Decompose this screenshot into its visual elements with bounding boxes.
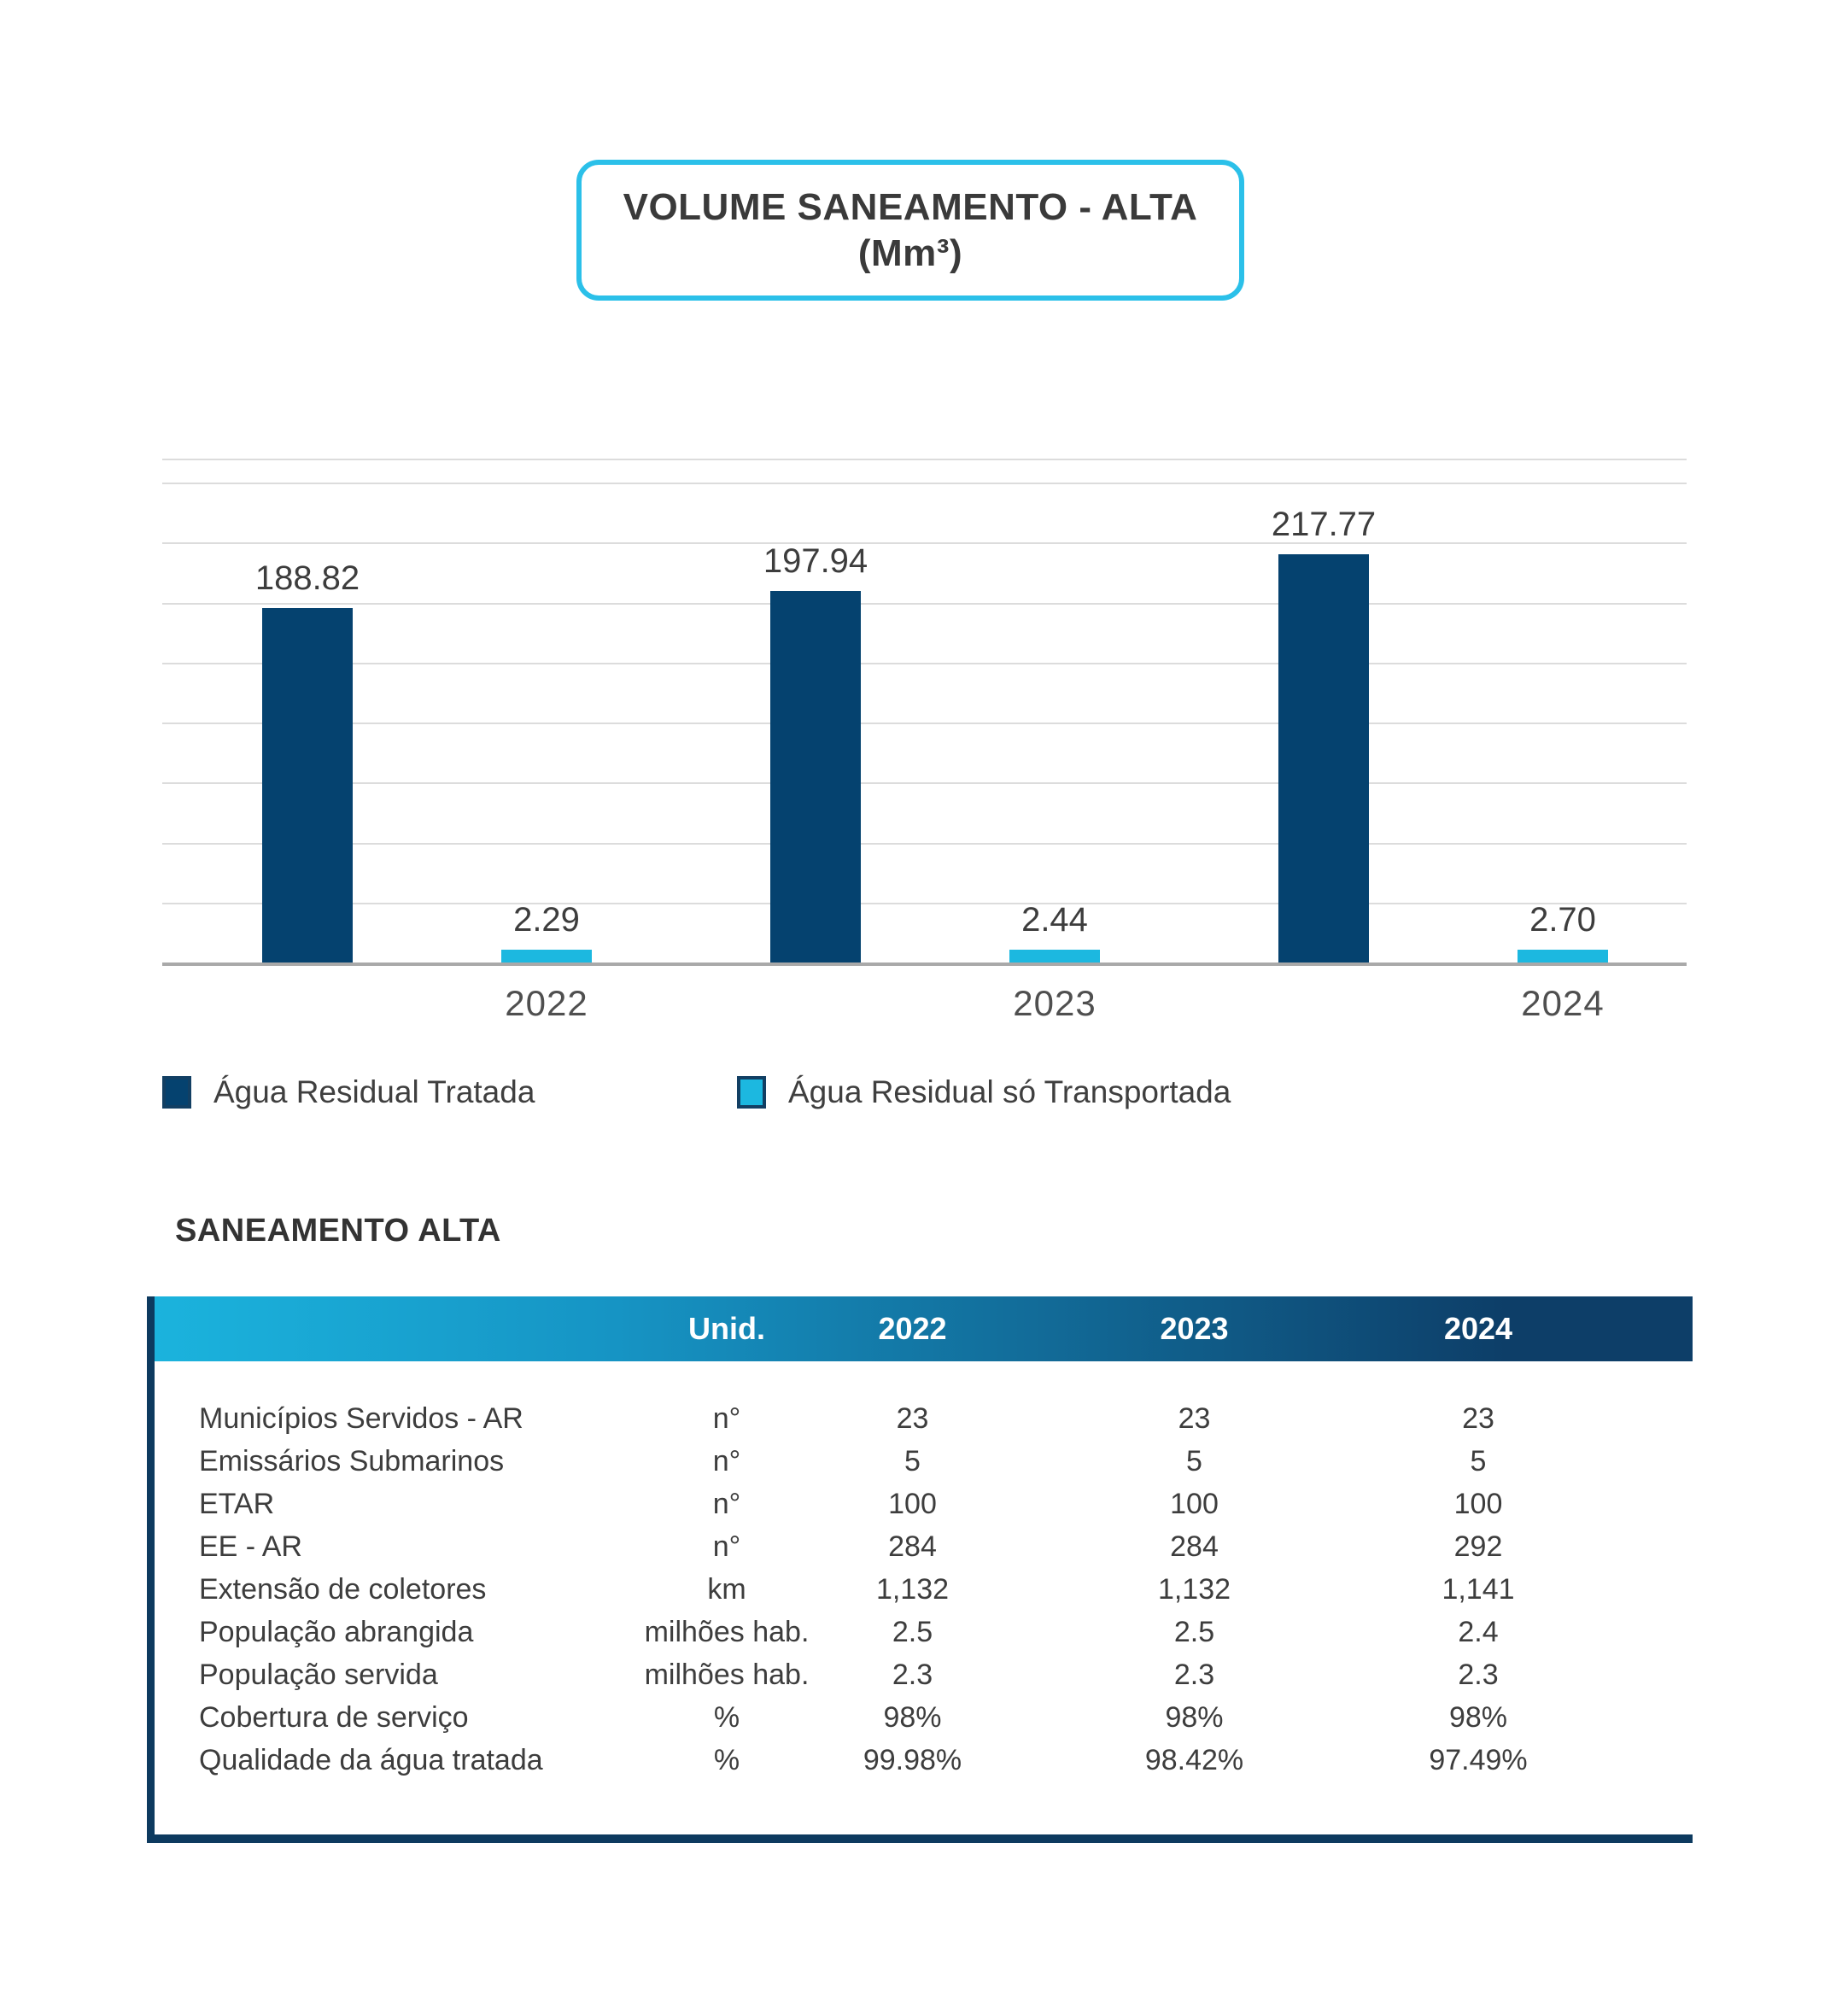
row-value: % bbox=[713, 1700, 740, 1734]
chart-title-line2: (Mm³) bbox=[857, 231, 963, 274]
row-value: 23 bbox=[1178, 1401, 1211, 1435]
row-value: 98% bbox=[1165, 1700, 1224, 1734]
bar-transported-2022 bbox=[501, 950, 592, 962]
row-label: Municípios Servidos - AR bbox=[199, 1401, 523, 1435]
row-label: Qualidade da água tratada bbox=[199, 1743, 543, 1776]
bar-value-label: 2.44 bbox=[1021, 901, 1088, 939]
row-value: n° bbox=[712, 1401, 741, 1435]
legend-swatch-icon bbox=[737, 1076, 766, 1109]
table-row bbox=[155, 1611, 1693, 1653]
legend-label: Água Residual Tratada bbox=[213, 1074, 535, 1109]
legend-label: Água Residual só Transportada bbox=[788, 1074, 1231, 1109]
row-value: 1,132 bbox=[875, 1572, 950, 1606]
table-row bbox=[155, 1397, 1693, 1440]
table-row bbox=[155, 1653, 1693, 1696]
row-value: 5 bbox=[1470, 1444, 1487, 1477]
row-label: População servida bbox=[199, 1658, 438, 1691]
row-value: 97.49% bbox=[1429, 1743, 1528, 1776]
bar-treated-2023 bbox=[770, 591, 861, 962]
x-axis-label-2023: 2023 bbox=[1013, 983, 1097, 1023]
chart-title-box bbox=[576, 160, 1244, 301]
bar-transported-2023 bbox=[1009, 950, 1100, 962]
table-row bbox=[155, 1568, 1693, 1611]
table-row bbox=[155, 1525, 1693, 1568]
table-row bbox=[155, 1440, 1693, 1483]
table-body bbox=[155, 1397, 1693, 1782]
row-value: 2.5 bbox=[892, 1615, 933, 1648]
table-header-row bbox=[155, 1296, 1693, 1361]
row-value: 2.3 bbox=[892, 1658, 933, 1691]
bar-value-label: 2.29 bbox=[513, 901, 580, 939]
row-value: km bbox=[707, 1572, 746, 1606]
bar-treated-2022 bbox=[262, 608, 353, 962]
row-value: 99.98% bbox=[863, 1743, 962, 1776]
data-table bbox=[147, 1296, 1693, 1843]
row-value: 23 bbox=[1462, 1401, 1494, 1435]
table-row bbox=[155, 1739, 1693, 1782]
bar-transported-2024 bbox=[1518, 950, 1608, 962]
row-value: n° bbox=[712, 1487, 741, 1520]
legend-item-treated bbox=[162, 1074, 535, 1110]
bar-treated-2024 bbox=[1278, 554, 1369, 962]
header-cell-2023: 2023 bbox=[1160, 1311, 1229, 1346]
row-value: 284 bbox=[888, 1530, 937, 1563]
table-row bbox=[155, 1696, 1693, 1739]
row-value: 1,141 bbox=[1442, 1572, 1515, 1606]
bar-chart-plot bbox=[162, 459, 1687, 1023]
row-label: Cobertura de serviço bbox=[199, 1700, 469, 1734]
row-value: 2.4 bbox=[1458, 1615, 1499, 1648]
row-value: 98% bbox=[1448, 1700, 1508, 1734]
table-row bbox=[155, 1483, 1693, 1525]
row-value: 5 bbox=[1186, 1444, 1202, 1477]
row-value: 100 bbox=[888, 1487, 937, 1520]
row-value: 100 bbox=[1453, 1487, 1503, 1520]
row-value: 284 bbox=[1170, 1530, 1219, 1563]
bar-value-label: 197.94 bbox=[763, 542, 868, 580]
row-label: ETAR bbox=[199, 1487, 275, 1520]
header-cell-2024: 2024 bbox=[1443, 1311, 1513, 1346]
x-axis-label-2024: 2024 bbox=[1521, 983, 1605, 1023]
row-value: 292 bbox=[1453, 1530, 1503, 1563]
row-value: n° bbox=[712, 1444, 741, 1477]
row-value: 2.5 bbox=[1173, 1615, 1215, 1648]
row-value: 5 bbox=[904, 1444, 921, 1477]
row-label: EE - AR bbox=[199, 1530, 302, 1563]
legend-item-transported bbox=[737, 1074, 1231, 1110]
bar-value-label: 188.82 bbox=[254, 559, 360, 597]
row-value: 98% bbox=[883, 1700, 942, 1734]
bar-value-label: 217.77 bbox=[1271, 506, 1377, 543]
row-value: milhões hab. bbox=[644, 1658, 810, 1691]
bar-group-2022 bbox=[162, 459, 670, 1023]
header-cell-unid: Unid. bbox=[688, 1311, 765, 1346]
row-label: População abrangida bbox=[199, 1615, 474, 1648]
bar-group-2024 bbox=[1178, 459, 1687, 1023]
row-value: 100 bbox=[1170, 1487, 1219, 1520]
row-value: 23 bbox=[896, 1401, 929, 1435]
row-value: milhões hab. bbox=[644, 1615, 810, 1648]
header-cell-2022: 2022 bbox=[878, 1311, 947, 1346]
chart-title-line1: VOLUME SANEAMENTO - ALTA bbox=[623, 185, 1198, 228]
chart-legend bbox=[0, 1074, 1848, 1115]
row-value: 1,132 bbox=[1157, 1572, 1231, 1606]
row-value: 2.3 bbox=[1458, 1658, 1499, 1691]
legend-swatch-icon bbox=[162, 1076, 191, 1109]
bar-value-label: 2.70 bbox=[1529, 901, 1596, 939]
table-section-title: SANEAMENTO ALTA bbox=[175, 1213, 501, 1249]
row-value: 2.3 bbox=[1173, 1658, 1215, 1691]
row-label: Extensão de coletores bbox=[199, 1572, 487, 1606]
row-value: % bbox=[713, 1743, 740, 1776]
x-axis-label-2022: 2022 bbox=[505, 983, 588, 1023]
row-value: 98.42% bbox=[1144, 1743, 1244, 1776]
bar-group-2023 bbox=[670, 459, 1178, 1023]
row-value: n° bbox=[712, 1530, 741, 1563]
row-label: Emissários Submarinos bbox=[199, 1444, 505, 1477]
